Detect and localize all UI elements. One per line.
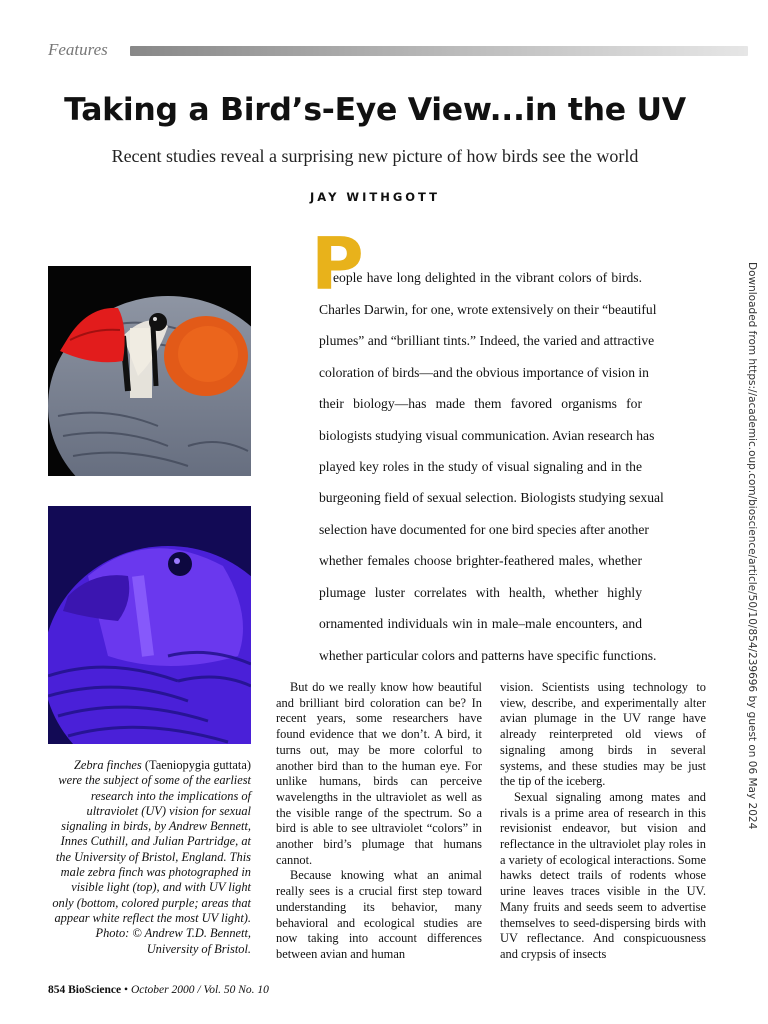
intro-line: whether females choose brighter-feathered males, whether xyxy=(319,553,642,568)
intro-line: biologists studying visual communication. Avian research has xyxy=(319,428,655,443)
drop-cap: P xyxy=(311,222,364,306)
intro-line: selection have documented for one bird species after another xyxy=(319,522,649,537)
page-footer xyxy=(48,984,269,996)
intro-line: burgeoning field of sexual selection. Biologists studying sexual xyxy=(319,490,664,505)
intro-line: plumes” and “brilliant tints.” Indeed, the varied and attractive xyxy=(319,333,655,348)
body-column-1 xyxy=(276,680,482,963)
photo-caption xyxy=(48,758,251,957)
intro-line: Charles Darwin, for one, wrote extensively on their “beautiful xyxy=(319,302,657,317)
intro-line: their biology—has made them favored organisms for xyxy=(319,396,642,411)
caption-species: (Taeniopygia guttata) xyxy=(144,758,251,772)
section-rule xyxy=(130,46,748,56)
intro-line: coloration of birds—and the obvious importance of vision in xyxy=(319,365,649,380)
caption-body: were the subject of some of the earliest research into the implications of ultraviolet (UV) vision for sexual signaling in birds, by Andrew Bennett, Innes Cuthill, and Julian Partridge, at the University of Bristol, England. This male zebra finch was photographed in visible light (top), and with UV light only (bottom, colored purple; areas that appear white reflect the most UV light). Photo: © Andrew T.D. Bennett, University of Bristol. xyxy=(52,773,251,956)
intro-line: played key roles in the study of visual signaling and in the xyxy=(319,459,642,474)
body-column-2 xyxy=(500,680,706,963)
download-notice: Downloaded from https://academic.oup.com/bioscience/article/50/10/854/239696 by guest on 06 May 2024 xyxy=(746,262,758,830)
intro-line: whether particular colors and patterns have specific functions. xyxy=(319,648,657,663)
zebra-finch-uv-photo xyxy=(48,506,251,744)
caption-lead: Zebra finches xyxy=(73,758,142,772)
article-subtitle: Recent studies reveal a surprising new picture of how birds see the world xyxy=(111,146,639,166)
zebra-finch-visible-photo xyxy=(48,266,251,476)
intro-line: eople have long delighted in the vibrant colors of birds. xyxy=(333,270,642,285)
section-label: Features xyxy=(48,40,108,59)
intro-line: ornamented individuals win in male–male encounters, and xyxy=(319,616,642,631)
article-title: Taking a Bird’s-Eye View...in the UV xyxy=(64,92,686,128)
issue-info: October 2000 / Vol. 50 No. 10 xyxy=(130,984,269,996)
paragraph: Sexual signaling among mates and rivals is a prime area of research in this revisionist endeavor, but vision and reflectance in the ultraviolet play roles in a variety of ecological interactions. Some hawks detect trails of rodents whose urine leaves traces visible in the UV. Many fruits and seeds seem to advertise themselves to seed-dispersing birds with UV reflectance. And conspicuousness and crypsis of insects xyxy=(500,789,706,961)
page-number: 854 xyxy=(48,984,66,996)
paragraph: But do we really know how beautiful and brilliant bird coloration can be? In recent years, some researchers have found evidence that we don’t. A bird, it turns out, may be more colorful to another bird than to the human eye. For unlike humans, birds can perceive wavelengths in the ultraviolet as well as the visible range of the spectrum. So a bird is able to see ultraviolet “colors” in another bird’s plumage that humans cannot. xyxy=(276,680,482,867)
paragraph: Because knowing what an animal really sees is a crucial first step toward understanding its behavior, many behavioral and ecological studies are now taking into account differences between avian and human xyxy=(276,868,482,961)
intro-line: plumage luster correlates with health, whether highly xyxy=(319,585,642,600)
paragraph: vision. Scientists using technology to view, describe, and experimentally alter avian plumage in the UV range have already reinterpreted old views of signaling among birds in several systems, and these studies may be just the tip of the iceberg. xyxy=(500,680,706,789)
article-author: JAY WITHGOTT xyxy=(309,190,440,204)
journal-name: BioScience xyxy=(68,984,122,996)
footer-bullet: • xyxy=(124,984,129,996)
